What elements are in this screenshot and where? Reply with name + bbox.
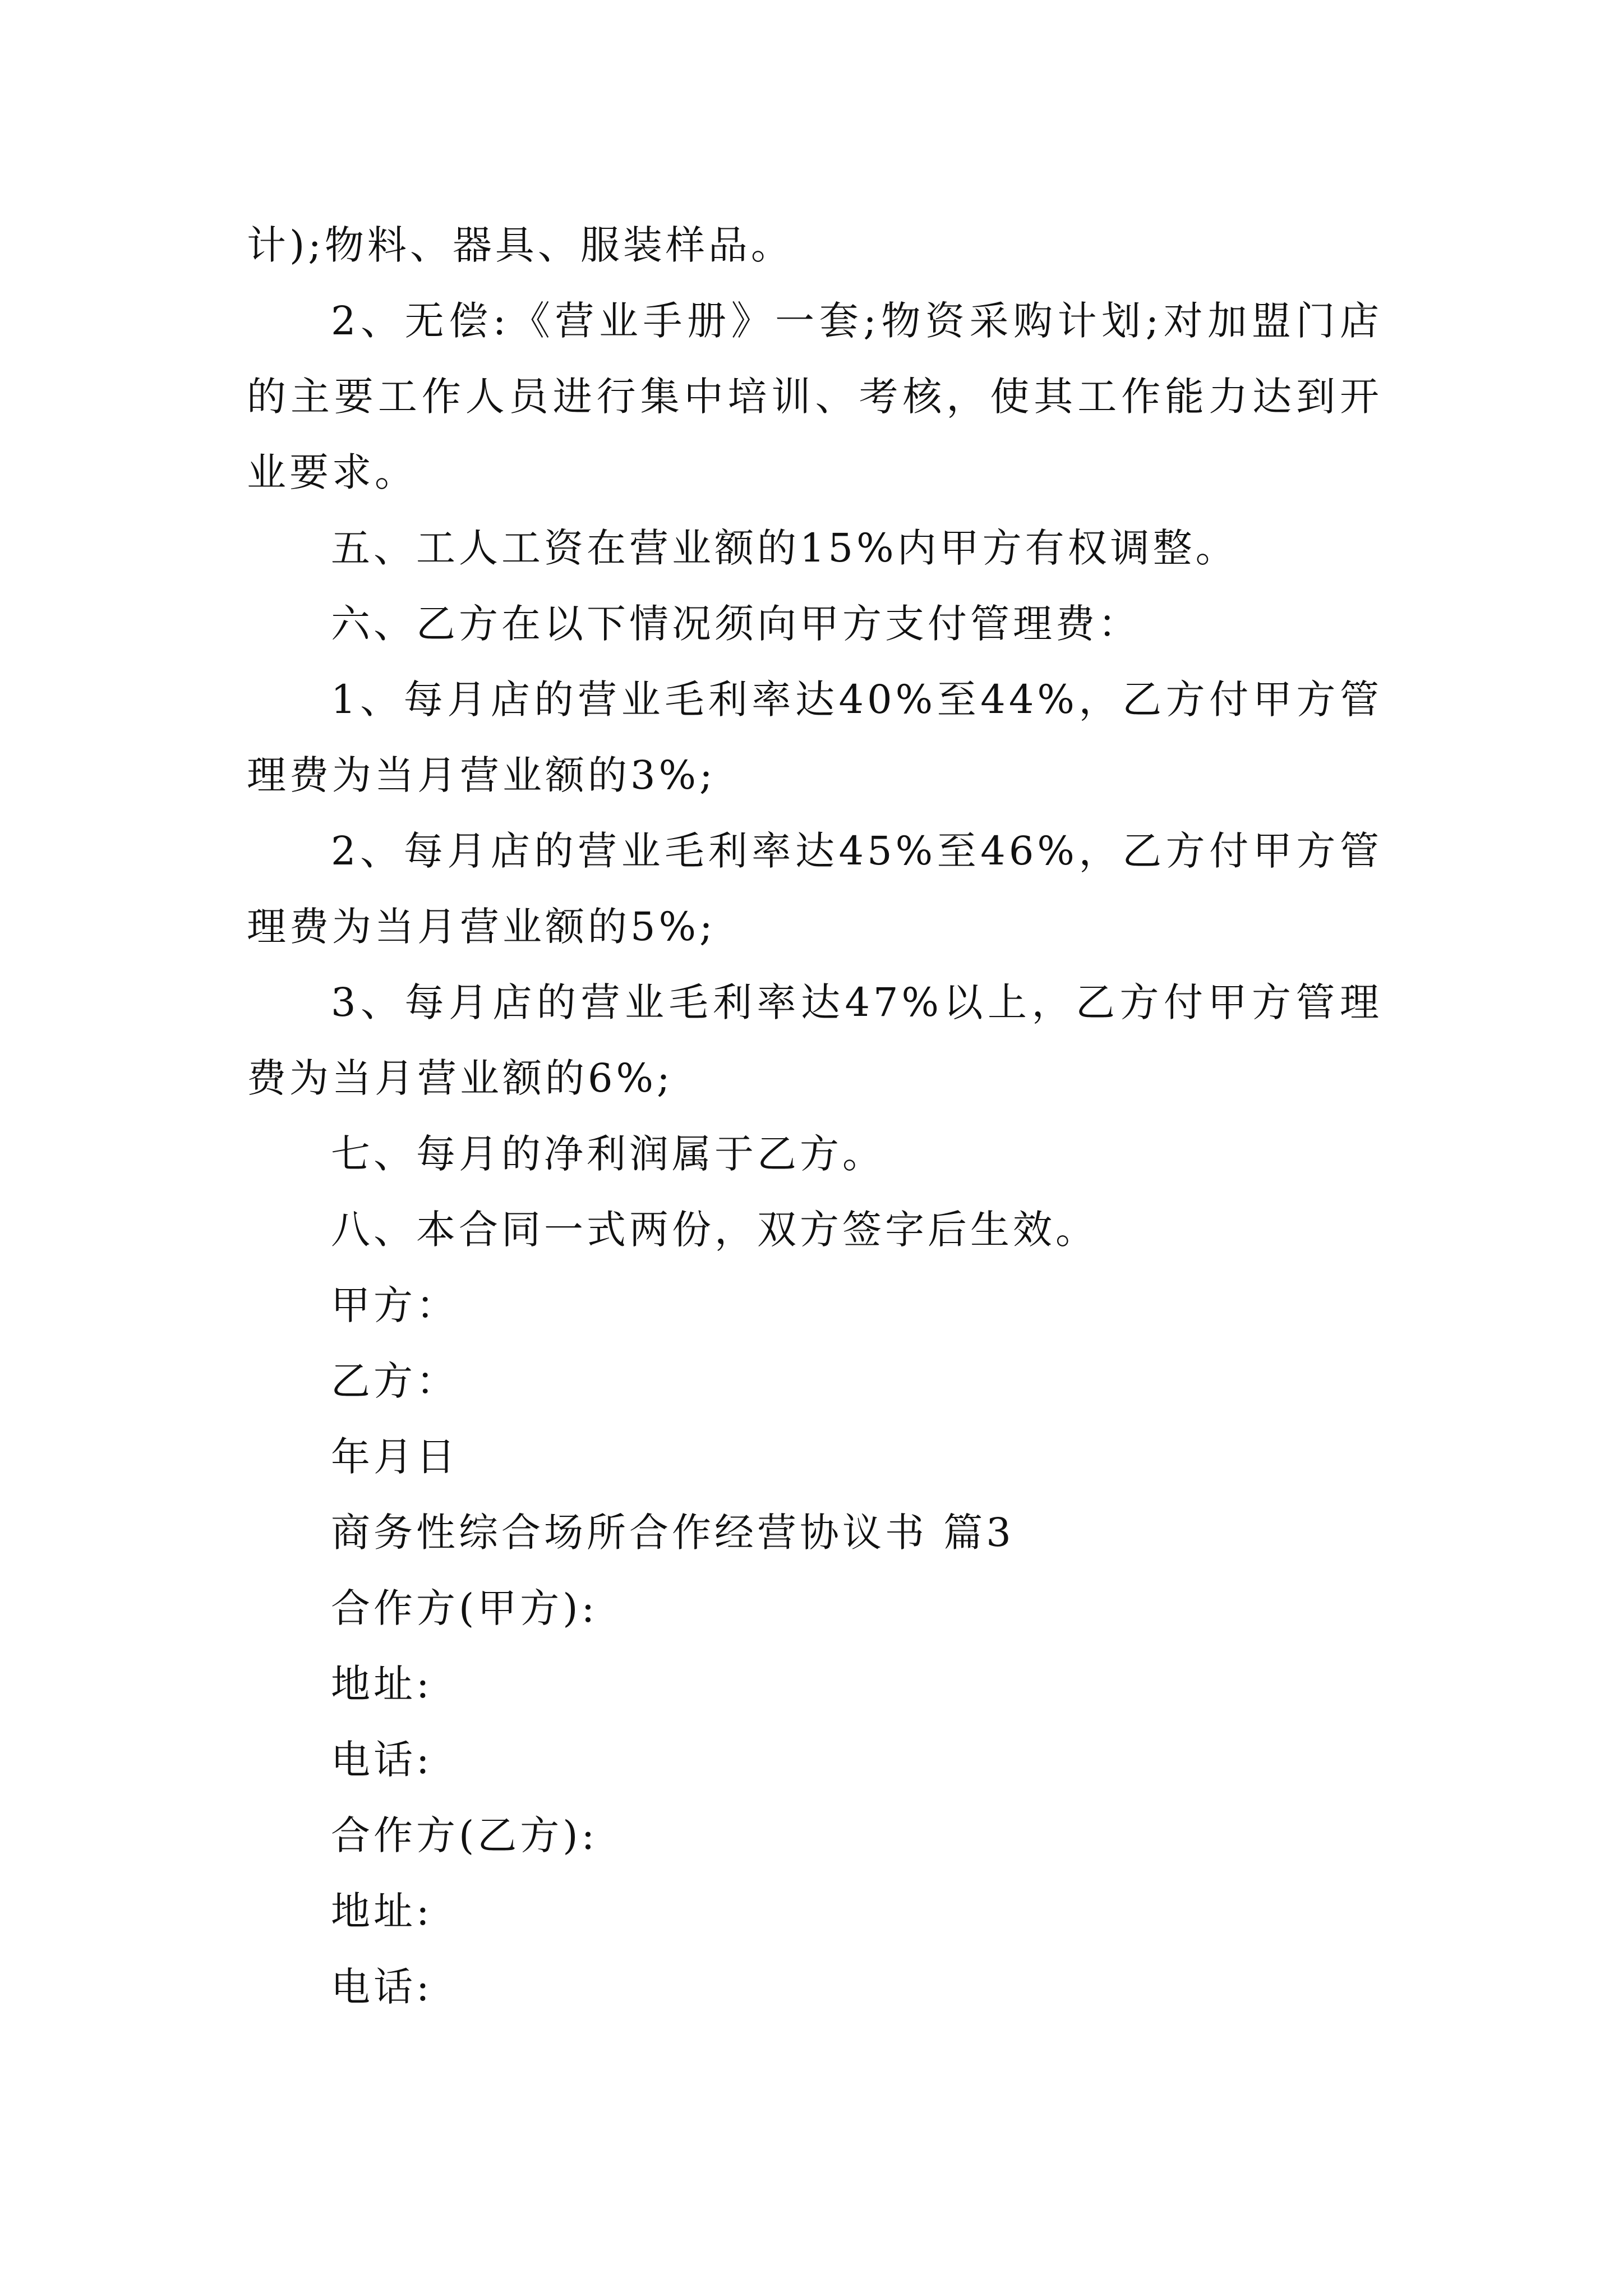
paragraph-fee-tier-1: 1、每月店的营业毛利率达40%至44%，乙方付甲方管理费为当月营业额的3%; xyxy=(247,677,1382,798)
signature-party-a: 甲方： xyxy=(331,1282,459,1328)
paragraph-clause-7-net-profit: 七、每月的净利润属于乙方。 xyxy=(331,1131,885,1177)
paragraph-clause-8-copies: 八、本合同一式两份，双方签字后生效。 xyxy=(331,1207,1098,1253)
party-b-phone-field: 电话: xyxy=(331,1964,433,2010)
paragraph-clause-6-management-fee: 六、乙方在以下情况须向甲方支付管理费： xyxy=(331,601,1141,647)
signature-date: 年月日 xyxy=(331,1434,459,1480)
party-a-name-field: 合作方(甲方): xyxy=(331,1585,598,1631)
party-a-address-field: 地址: xyxy=(331,1661,433,1707)
party-b-name-field: 合作方(乙方): xyxy=(331,1812,598,1858)
party-a-phone-field: 电话: xyxy=(331,1737,433,1783)
paragraph-item-2-free-support: 2、无偿:《营业手册》一套;物资采购计划;对加盟门店的主要工作人员进行集中培训、考核，使其工作能力达到开业要求。 xyxy=(247,298,1382,495)
paragraph-fee-tier-3: 3、每月店的营业毛利率达47%以上，乙方付甲方管理费为当月营业额的6%; xyxy=(247,979,1382,1101)
paragraph-fee-tier-2: 2、每月店的营业毛利率达45%至46%，乙方付甲方管理费为当月营业额的5%; xyxy=(247,828,1382,950)
signature-party-b: 乙方： xyxy=(331,1358,459,1404)
party-b-address-field: 地址: xyxy=(331,1888,433,1934)
paragraph-materials-continued: 计);物料、器具、服装样品。 xyxy=(247,222,794,268)
document-body xyxy=(247,208,1382,2025)
paragraph-clause-5-wages: 五、工人工资在营业额的15%内甲方有权调整。 xyxy=(331,525,1238,571)
section-title-agreement-3: 商务性综合场所合作经营协议书 篇3 xyxy=(331,1510,1015,1556)
